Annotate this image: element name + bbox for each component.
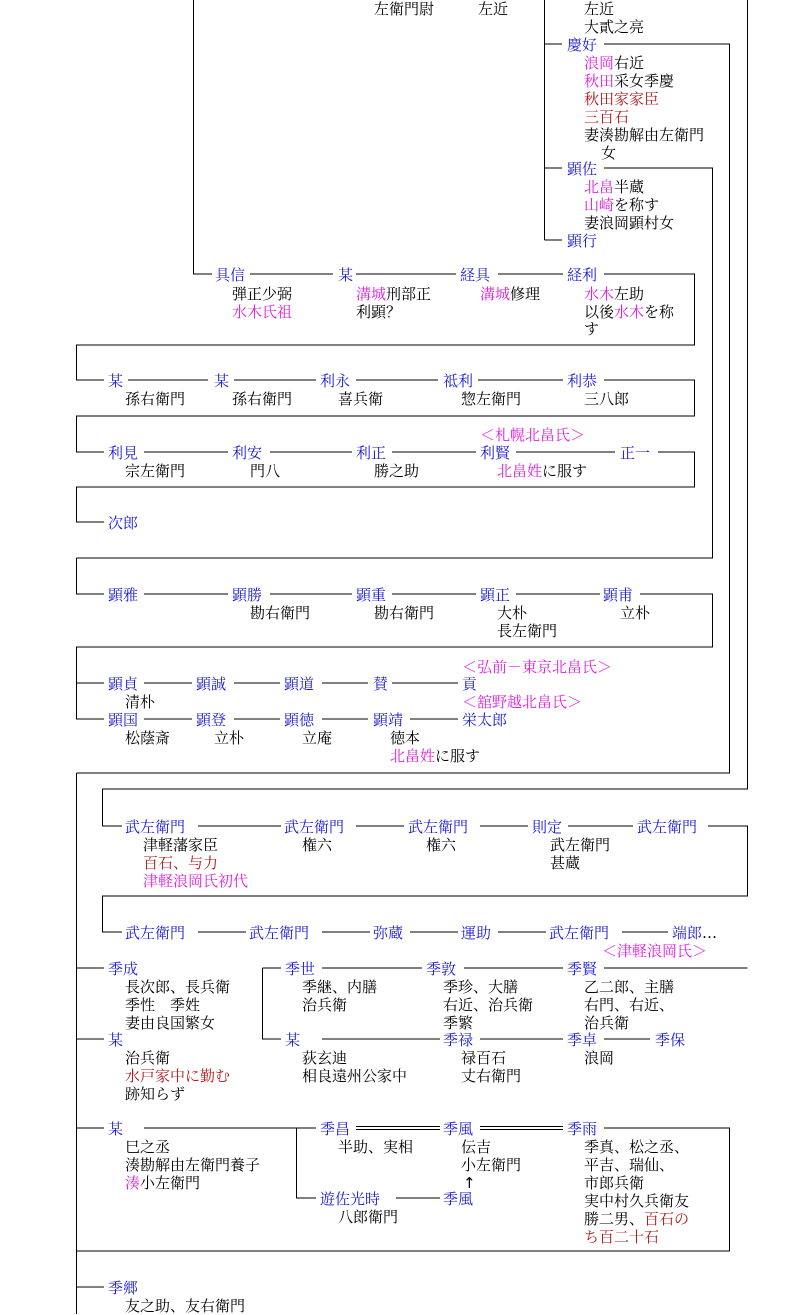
person-akiyasu: 顕靖: [373, 711, 404, 729]
note-text: 跡知らず: [125, 1085, 186, 1103]
person-row3: 祗利: [443, 372, 474, 390]
person-bo-row9: 某: [108, 1031, 124, 1049]
note-text: 宗左衛門: [125, 462, 186, 480]
person-row5: 顕勝: [232, 586, 263, 604]
note-text: 徳本: [390, 729, 421, 747]
note-text: 左助: [614, 285, 645, 303]
note-clan-founder: 水木氏祖: [232, 303, 293, 321]
note-text: 右門、右近、: [584, 996, 675, 1014]
person-row7-c: 武左衛門: [408, 818, 469, 836]
person-eitaro: 栄太郎: [462, 711, 508, 729]
note-text: 立朴: [620, 604, 651, 622]
person-row5: 顕甫: [603, 586, 634, 604]
note-text: 小左衛門: [461, 1156, 522, 1174]
note-stipend: 百石の: [644, 1210, 690, 1228]
note-text: 友之助、友右衛門: [125, 1297, 246, 1315]
up-arrow-icon: ↑: [463, 1174, 476, 1192]
note-text: 半助、実相: [338, 1138, 414, 1156]
person-akisada: 顕貞: [108, 675, 139, 693]
note-text: 乙二郎、主膳: [584, 978, 675, 996]
person-row7-e: 武左衛門: [637, 818, 698, 836]
note-service: 水戸家中に勤む: [125, 1067, 231, 1085]
person-akikuni: 顕国: [108, 711, 139, 729]
note-text: 勝之助: [374, 462, 420, 480]
person-akimichi: 顕道: [284, 675, 315, 693]
clan-label-sapporo: ＜札幌北畠氏＞: [480, 426, 586, 444]
note-place: 水木: [584, 285, 615, 303]
note-text: 門八: [250, 462, 281, 480]
person-row4: 利安: [232, 444, 263, 462]
note-place: 山崎: [584, 196, 615, 214]
note-wife-cont: 女: [601, 144, 617, 162]
person-row8-e: 武左衛門: [549, 924, 610, 942]
person-row3: 利永: [320, 372, 351, 390]
note-text: 治兵衛: [125, 1049, 171, 1067]
person-toshikata: 利賢: [480, 444, 511, 462]
person-suenari: 季成: [108, 960, 139, 978]
note-text: 武左衛門: [550, 836, 611, 854]
person-row5: 顕重: [356, 586, 387, 604]
person-jiro: 次郎: [108, 514, 139, 532]
note-text: 妻由良国繁女: [125, 1014, 216, 1032]
note-text: 立朴: [214, 729, 245, 747]
person-tomonobu: 具信: [215, 266, 246, 284]
note-text: 采女季慶: [614, 72, 675, 90]
note-stipend: 百石、与力: [143, 854, 219, 872]
person-row3: 某: [214, 372, 230, 390]
note-place: 水木: [614, 303, 645, 321]
ellipsis: …: [702, 924, 718, 942]
person-row8-f: 端郎: [672, 924, 703, 942]
person-suemasa: 季昌: [320, 1120, 351, 1138]
person-mitsugu: 貢: [462, 675, 478, 693]
person-yusa: 遊佐光時: [320, 1190, 381, 1208]
person-row7-a: 武左衛門: [125, 818, 186, 836]
note-text: 勘右衛門: [374, 604, 435, 622]
person-row8-b: 武左衛門: [249, 924, 310, 942]
top-title-sakon: 左近: [478, 0, 509, 18]
note-text: 季珍、大膳: [443, 978, 519, 996]
person-sueatsu: 季敦: [426, 960, 457, 978]
person-sueyasu: 季保: [655, 1031, 686, 1049]
person-suekaze-2: 季風: [443, 1190, 474, 1208]
person-akinori: 顕登: [196, 711, 227, 729]
person-suego: 季郷: [108, 1279, 139, 1297]
clan-label-tateno: ＜舘野越北畠氏＞: [462, 693, 583, 711]
note-text: を称す: [614, 196, 660, 214]
person-tsunetoshi: 経利: [567, 266, 598, 284]
note-text: 季繁: [443, 1014, 474, 1032]
note-text: 治兵衛: [302, 996, 348, 1014]
person-akinobu: 顕誠: [196, 675, 227, 693]
note-text: 立庵: [302, 729, 333, 747]
note-text: に服す: [542, 462, 588, 480]
person-bo: 某: [338, 266, 354, 284]
note-text: 湊勘解由左衛門養子: [125, 1156, 261, 1174]
person-row8-a: 武左衛門: [125, 924, 186, 942]
note-text: 津軽藩家臣: [143, 836, 219, 854]
person-akisuke: 顕佐: [567, 160, 598, 178]
note-text: す: [584, 320, 600, 338]
note-text: 小左衛門: [140, 1174, 201, 1192]
note-text: 勝二男、: [584, 1210, 645, 1228]
person-row3: 利恭: [567, 372, 598, 390]
note-text: 治兵衛: [584, 1014, 630, 1032]
note-place: 溝城: [356, 285, 387, 303]
person-row4: 利正: [356, 444, 387, 462]
person-san: 賛: [373, 675, 389, 693]
note-text: 権六: [302, 836, 333, 854]
note-text: 大朴: [497, 604, 528, 622]
note-text: 修理: [510, 285, 541, 303]
note-text: 三八郎: [584, 390, 630, 408]
note-text: 季真、松之丞、: [584, 1138, 690, 1156]
note-text: 禄百石: [461, 1049, 507, 1067]
person-keiko: 慶好: [567, 36, 598, 54]
note-text: 平吉、瑞仙、: [584, 1156, 675, 1174]
note-text: 長次郎、長兵衛: [125, 978, 231, 996]
person-row4: 利見: [108, 444, 139, 462]
note-wife: 妻浪岡顕村女: [584, 214, 675, 232]
note-text: 喜兵衛: [338, 390, 384, 408]
note-place: 北畠姓: [497, 462, 543, 480]
person-bo2-row9: 某: [285, 1031, 301, 1049]
top-title-saemon: 左衛門尉: [374, 0, 435, 18]
clan-label-hirosaki: ＜弘前－東京北畠氏＞: [462, 658, 613, 676]
note-text: 権六: [426, 836, 457, 854]
person-akitoku: 顕徳: [284, 711, 315, 729]
person-suetaku: 季卓: [567, 1031, 598, 1049]
note-stipend: 百二十石: [599, 1228, 660, 1246]
note-text: 刑部正: [386, 285, 432, 303]
person-sueroku: 季禄: [443, 1031, 474, 1049]
note-text: 八郎衛門: [338, 1208, 399, 1226]
top-person-line-1: 左近: [584, 0, 615, 18]
note-place: 浪岡: [584, 54, 615, 72]
note-text: 半蔵: [614, 178, 645, 196]
note-place: 湊: [125, 1174, 141, 1192]
note-text: 長左衛門: [497, 622, 558, 640]
person-sueu: 季雨: [567, 1120, 598, 1138]
note-text: 甚蔵: [550, 854, 581, 872]
note-text: 市郎兵衛: [584, 1174, 645, 1192]
note-text: 丈右衛門: [461, 1067, 522, 1085]
person-bo-row10: 某: [108, 1120, 124, 1138]
note-text: 荻玄迪: [302, 1049, 348, 1067]
note-text: 季継、内膳: [302, 978, 378, 996]
note-text: 巳之丞: [125, 1138, 171, 1156]
note-text: 利顕？: [356, 303, 402, 321]
note-retainer: 秋田家家臣: [584, 90, 660, 108]
clan-label-tsugaru: ＜津軽浪岡氏＞: [602, 942, 708, 960]
note-text: に服す: [435, 747, 481, 765]
note-place: 溝城: [480, 285, 511, 303]
person-row7-b: 武左衛門: [284, 818, 345, 836]
note-text: 実中村久兵衛友: [584, 1192, 690, 1210]
note-text: 季性 季姓: [125, 996, 201, 1014]
note-place: 秋田: [584, 72, 615, 90]
note-text: 右近、治兵衛: [443, 996, 534, 1014]
note-text: 浪岡: [584, 1049, 615, 1067]
person-row3: 某: [108, 372, 124, 390]
note-text: 伝吉: [461, 1138, 492, 1156]
person-row5: 顕正: [480, 586, 511, 604]
note-text: を称: [644, 303, 675, 321]
note-text: 孫右衛門: [125, 390, 186, 408]
top-person-line-2: 大貳之亮: [584, 18, 645, 36]
person-row8-d: 運助: [461, 924, 492, 942]
note-stipend: ち: [584, 1228, 600, 1246]
note-place: 北畠: [584, 178, 615, 196]
person-row5: 顕雅: [108, 586, 139, 604]
note-text: 相良遠州公家中: [302, 1067, 408, 1085]
note-text: 以後: [584, 303, 615, 321]
note-title: 弾正少弼: [232, 285, 293, 303]
person-suekata: 季賢: [567, 960, 598, 978]
note-clan-founder: 津軽浪岡氏初代: [143, 872, 249, 890]
note-text: 孫右衛門: [232, 390, 293, 408]
person-suekaze: 季風: [443, 1120, 474, 1138]
note-text: 右近: [614, 54, 645, 72]
note-stipend: 三百石: [584, 108, 630, 126]
person-shoichi: 正一: [620, 444, 651, 462]
note-wife: 妻湊勘解由左衛門: [584, 126, 705, 144]
person-row8-c: 弥蔵: [373, 924, 404, 942]
note-text: 勘右衛門: [250, 604, 311, 622]
note-place: 北畠姓: [390, 747, 436, 765]
person-tsunetomo: 経具: [460, 266, 491, 284]
note-text: 清朴: [125, 693, 156, 711]
note-text: 惣左衛門: [461, 390, 522, 408]
person-sueyo: 季世: [285, 960, 316, 978]
person-akiyuki: 顕行: [567, 232, 598, 250]
person-row7-d: 則定: [532, 818, 563, 836]
note-text: 松蔭斎: [125, 729, 171, 747]
